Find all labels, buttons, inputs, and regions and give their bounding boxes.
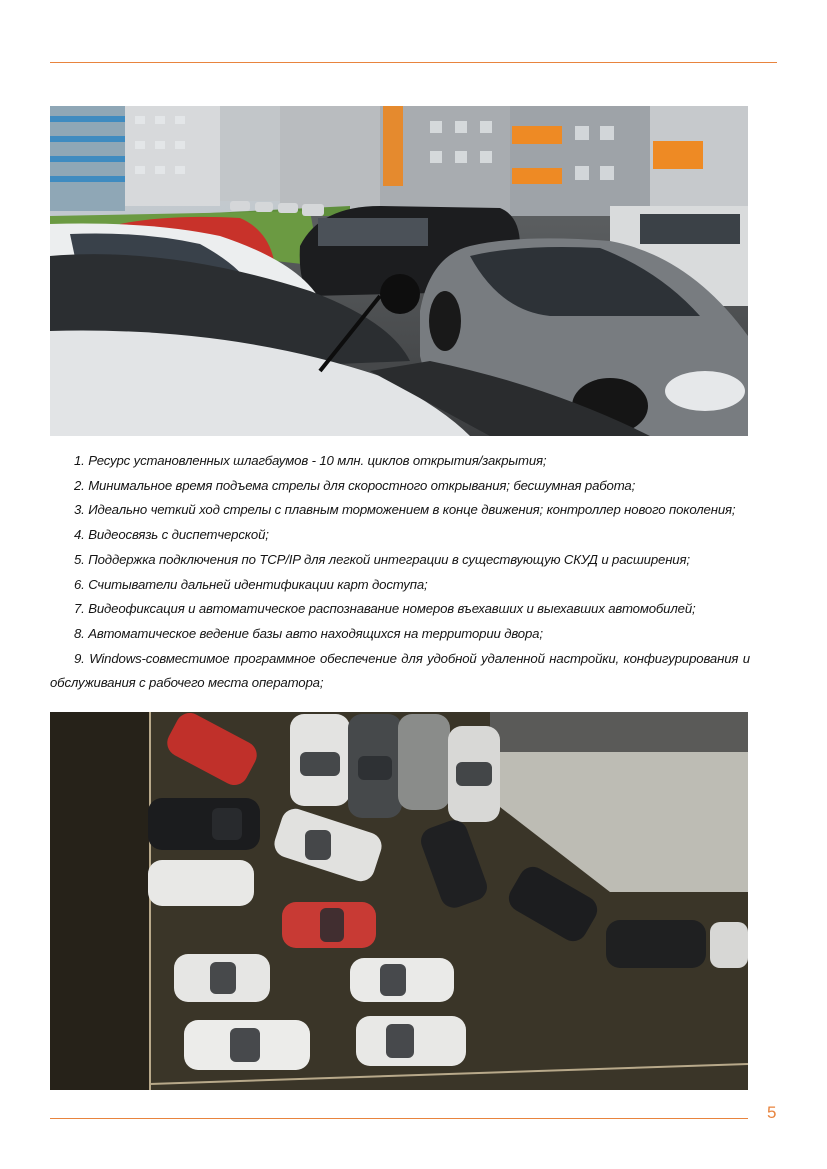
- header-rule: [50, 62, 777, 63]
- feature-item-6: 6. Считыватели дальней идентификации карт доступа;: [74, 576, 428, 592]
- page-number: 5: [767, 1103, 777, 1122]
- feature-item-3: 3. Идеально четкий ход стрелы с плавным торможением в конце движения; контроллер нового поколения;: [74, 502, 736, 518]
- feature-item-4: 4. Видеосвязь с диспетчерской;: [74, 527, 269, 543]
- feature-item-1: 1. Ресурс установленных шлагбаумов - 10 млн. циклов открытия/закрытия;: [74, 453, 547, 468]
- feature-list: [50, 449, 750, 696]
- footer-rule: [50, 1118, 748, 1119]
- courtyard-parking-photo: [50, 106, 748, 436]
- feature-item-8: 8. Автоматическое ведение базы авто находящихся на территории двора;: [74, 625, 543, 641]
- feature-item-7: 7. Видеофиксация и автоматическое распознавание номеров въехавших и выехавших автомобилей;: [74, 601, 696, 617]
- feature-item-5: 5. Поддержка подключения по TCP/IP для легкой интеграции в существующую СКУД и расширения;: [74, 551, 690, 567]
- overhead-parking-illustration: [50, 712, 748, 1090]
- feature-item-9: 9. Windows-совместимое программное обеспечение для удобной удаленной настройки, конфигурирования и обслуживания с рабочего места оператора;: [50, 650, 750, 691]
- courtyard-parking-illustration: [50, 106, 748, 436]
- overhead-parking-photo: [50, 712, 748, 1090]
- feature-item-2: 2. Минимальное время подъема стрелы для скоростного открывания; бесшумная работа;: [74, 477, 636, 493]
